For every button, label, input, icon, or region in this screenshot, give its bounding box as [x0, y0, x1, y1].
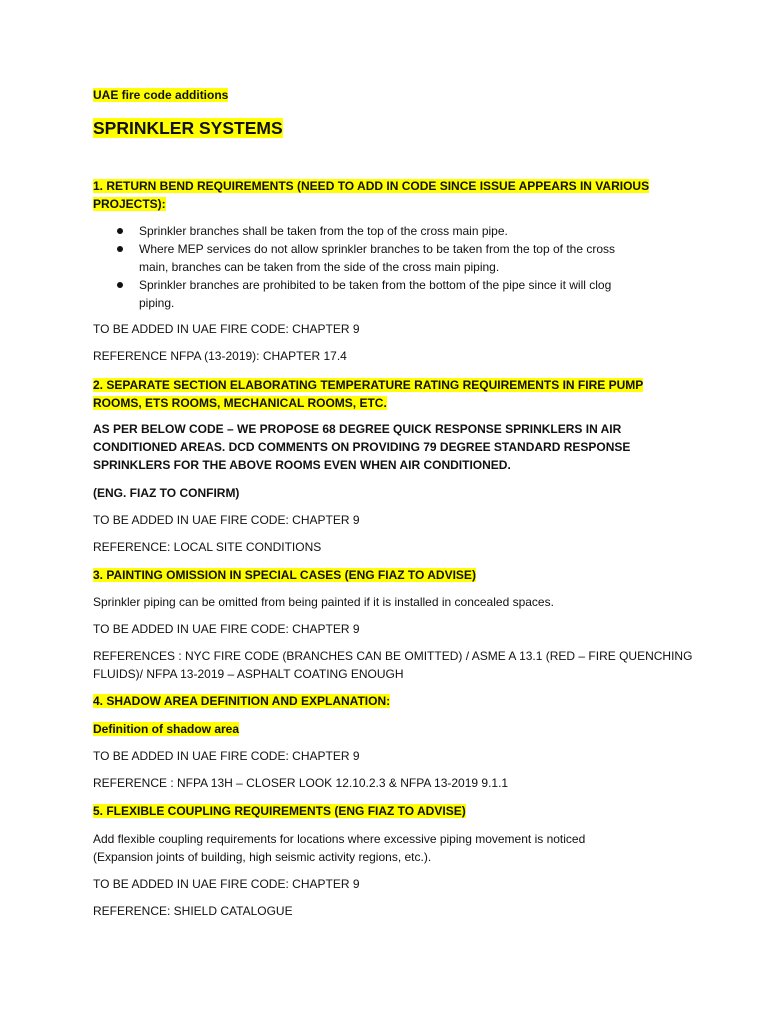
section-1-added: TO BE ADDED IN UAE FIRE CODE: CHAPTER 9 [93, 322, 360, 336]
doc-heading-small: UAE fire code additions [93, 88, 229, 102]
bullet-text: piping. [139, 296, 175, 310]
bullet-text: Where MEP services do not allow sprinkler branches to be taken from the top of the cross [139, 242, 616, 256]
section-2-body-line-3: SPRINKLERS FOR THE ABOVE ROOMS EVEN WHEN AIR CONDITIONED. [93, 458, 511, 472]
section-3-added: TO BE ADDED IN UAE FIRE CODE: CHAPTER 9 [93, 622, 360, 636]
section-1-title-line-2: PROJECTS): [93, 197, 166, 211]
section-2-note: (ENG. FIAZ TO CONFIRM) [93, 486, 240, 500]
section-3-title: 3. PAINTING OMISSION IN SPECIAL CASES (ENG FIAZ TO ADVISE) [93, 568, 476, 582]
section-5-body-line-2: (Expansion joints of building, high seismic activity regions, etc.). [93, 850, 432, 864]
section-1-bullet-list [93, 222, 693, 312]
bullet-text: Sprinkler branches are prohibited to be taken from the bottom of the pipe since it will clog [139, 278, 612, 292]
section-5-reference: REFERENCE: SHIELD CATALOGUE [93, 904, 293, 918]
section-5-title: 5. FLEXIBLE COUPLING REQUIREMENTS (ENG FIAZ TO ADVISE) [93, 804, 466, 818]
bullet-dot-icon [117, 282, 123, 288]
section-4-reference: REFERENCE : NFPA 13H – CLOSER LOOK 12.10.2.3 & NFPA 13-2019 9.1.1 [93, 776, 509, 790]
section-2-body-line-2: CONDITIONED AREAS. DCD COMMENTS ON PROVIDING 79 DEGREE STANDARD RESPONSE [93, 440, 631, 454]
section-4-title: 4. SHADOW AREA DEFINITION AND EXPLANATION: [93, 694, 391, 708]
section-4-subtitle: Definition of shadow area [93, 722, 240, 736]
section-1-reference: REFERENCE NFPA (13-2019): CHAPTER 17.4 [93, 349, 347, 363]
list-item [93, 240, 693, 276]
section-5-added: TO BE ADDED IN UAE FIRE CODE: CHAPTER 9 [93, 877, 360, 891]
section-4-added: TO BE ADDED IN UAE FIRE CODE: CHAPTER 9 [93, 749, 360, 763]
bullet-dot-icon [117, 246, 123, 252]
section-2-title-line-2: ROOMS, ETS ROOMS, MECHANICAL ROOMS, ETC. [93, 396, 387, 410]
section-3-reference-line-1: REFERENCES : NYC FIRE CODE (BRANCHES CAN BE OMITTED) / ASME A 13.1 (RED – FIRE QUENCHING [93, 649, 693, 663]
section-2-reference: REFERENCE: LOCAL SITE CONDITIONS [93, 540, 322, 554]
doc-heading-main: SPRINKLER SYSTEMS [93, 118, 283, 138]
list-item [93, 276, 693, 312]
section-2-body-line-1: AS PER BELOW CODE – WE PROPOSE 68 DEGREE QUICK RESPONSE SPRINKLERS IN AIR [93, 422, 622, 436]
section-1-title-line-1: 1. RETURN BEND REQUIREMENTS (NEED TO ADD IN CODE SINCE ISSUE APPEARS IN VARIOUS [93, 179, 650, 193]
bullet-text: Sprinkler branches shall be taken from the top of the cross main pipe. [139, 224, 508, 238]
section-3-body: Sprinkler piping can be omitted from being painted if it is installed in concealed spaces. [93, 595, 554, 609]
bullet-dot-icon [117, 228, 123, 234]
section-2-title-line-1: 2. SEPARATE SECTION ELABORATING TEMPERATURE RATING REQUIREMENTS IN FIRE PUMP [93, 378, 644, 392]
section-2-added: TO BE ADDED IN UAE FIRE CODE: CHAPTER 9 [93, 513, 360, 527]
section-3-reference-line-2: FLUIDS)/ NFPA 13-2019 – ASPHALT COATING ENOUGH [93, 667, 404, 681]
bullet-text: main, branches can be taken from the side of the cross main piping. [139, 260, 500, 274]
section-5-body-line-1: Add flexible coupling requirements for locations where excessive piping movement is noticed [93, 832, 586, 846]
list-item [93, 222, 693, 240]
